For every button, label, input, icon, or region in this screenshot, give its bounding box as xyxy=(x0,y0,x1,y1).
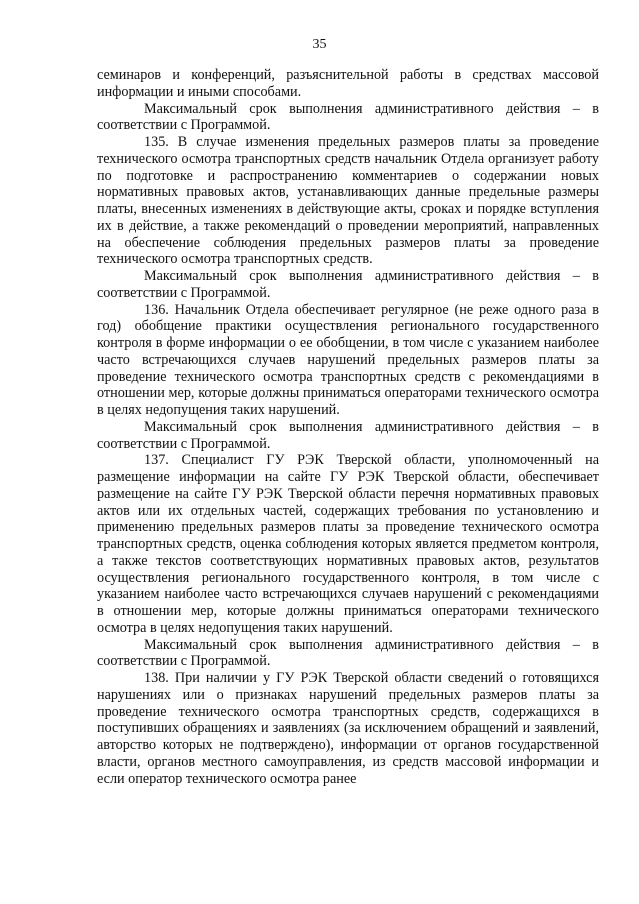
paragraph-138: 138. При наличии у ГУ РЭК Тверской области сведений о готовящихся нарушениях или о признаках нарушений предельных размеров платы за проведение технического осмотра транспортных средств, содержащихся в поступивших обращениях и заявлениях (за исключением обращений и заявлений, авторство которых не подтверждено), информации от органов государственной власти, органов местного самоуправления, из средств массовой информации и если оператор технического осмотра ранее xyxy=(97,670,599,787)
paragraph-deadline: Максимальный срок выполнения административного действия – в соответствии с Программой. xyxy=(97,418,599,452)
document-body xyxy=(97,67,599,787)
paragraph-137: 137. Специалист ГУ РЭК Тверской области, уполномоченный на размещение информации на сайте ГУ РЭК Тверской области, обеспечивает размещение на сайте ГУ РЭК Тверской области перечня нормативных правовых актов или их отдельных частей, содержащих требования по установлению и применению предельных размеров платы за проведение технического осмотра транспортных средств, оценка соблюдения которых является предметом контроля, а также текстов соответствующих нормативных правовых актов, результатов осуществления регионального государственного контроля, в том числе с указанием наиболее часто встречающихся случаев нарушений с рекомендациями в отношении мер, которые должны приниматься операторами технического осмотра в целях недопущения таких нарушений. xyxy=(97,452,599,636)
paragraph-continuation: семинаров и конференций, разъяснительной работы в средствах массовой информации и иными способами. xyxy=(97,67,599,100)
paragraph-135: 135. В случае изменения предельных размеров платы за проведение технического осмотра транспортных средств начальник Отдела организует работу по подготовке и распространению комментариев о содержании новых нормативных правовых актов, устанавливающих данные предельные размеры платы, внесенных изменениях в действующие акты, сроках и порядке вступления их в действие, а также рекомендаций о проведении мероприятий, направленных на обеспечение соблюдения предельных размеров платы за проведение технического осмотра транспортных средств. xyxy=(97,134,599,268)
paragraph-136: 136. Начальник Отдела обеспечивает регулярное (не реже одного раза в год) обобщение практики осуществления регионального государственного контроля в форме информации о ее обобщении, в том числе с указанием наиболее часто встречающихся случаев нарушений предельных размеров платы за проведение технического осмотра транспортных средств с рекомендациями в отношении мер, которые должны приниматься операторами технического осмотра в целях недопущения таких нарушений. xyxy=(97,301,599,418)
paragraph-deadline: Максимальный срок выполнения административного действия – в соответствии с Программой. xyxy=(97,100,599,134)
page-number: 35 xyxy=(312,37,327,52)
paragraph-deadline: Максимальный срок выполнения административного действия – в соответствии с Программой. xyxy=(97,636,599,670)
paragraph-deadline: Максимальный срок выполнения административного действия – в соответствии с Программой. xyxy=(97,268,599,301)
